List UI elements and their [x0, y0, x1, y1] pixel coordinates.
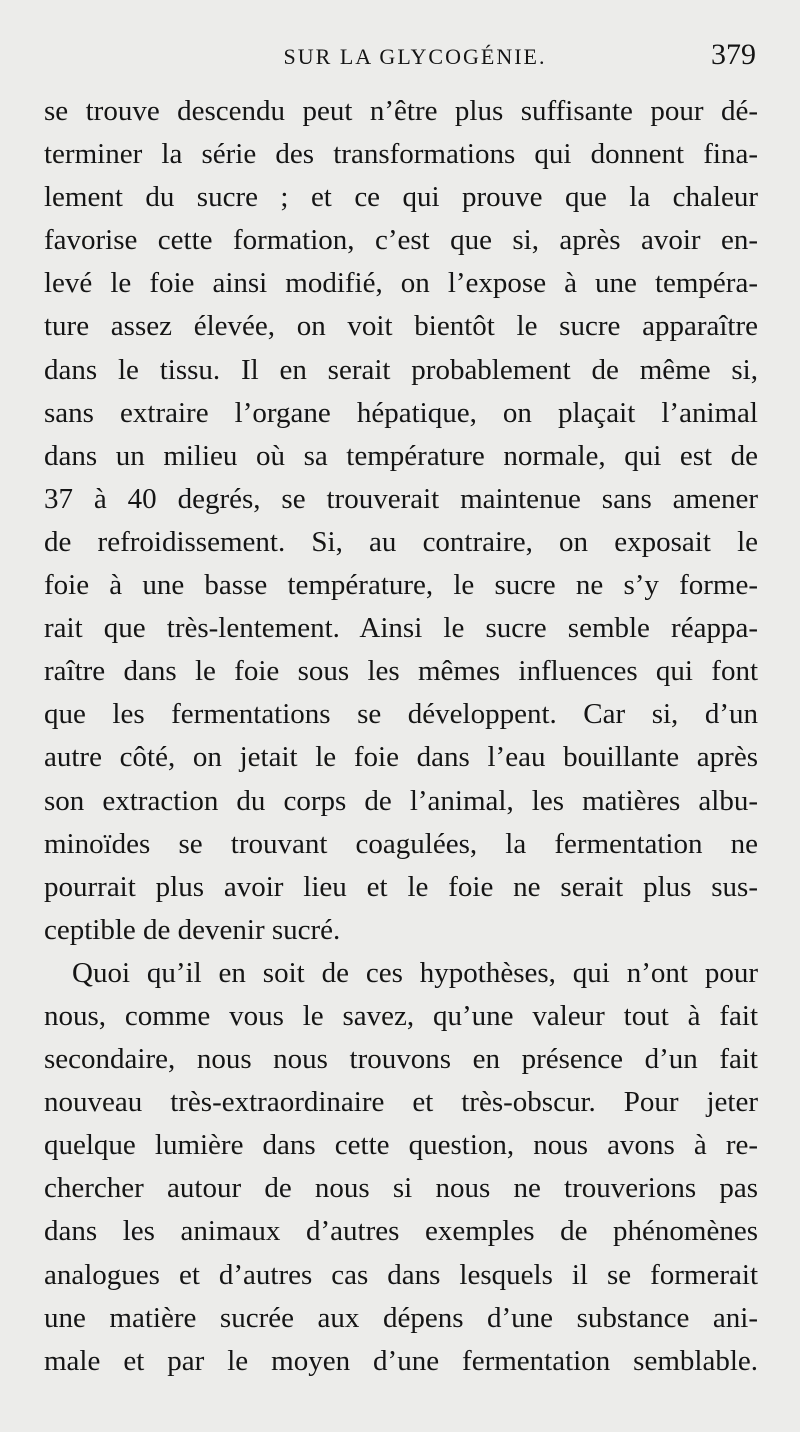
text-line: analogues et d’autres cas dans lesquels il se formerait — [44, 1258, 758, 1291]
text-line: rait que très-lentement. Ainsi le sucre semble réappa- — [44, 612, 758, 645]
text-line: levé le foie ainsi modifié, on l’expose à une tempéra- — [44, 267, 758, 300]
text-line: se trouve descendu peut n’être plus suffisante pour dé- — [44, 95, 758, 127]
text-line: secondaire, nous nous trouvons en présence d’un fait — [44, 1043, 758, 1076]
text-line: sans extraire l’organe hépatique, on plaçait l’animal — [44, 396, 758, 429]
page-number: 379 — [711, 38, 756, 71]
text-line: raître dans le foie sous les mêmes influences qui font — [44, 655, 758, 688]
running-title: SUR LA GLYCOGÉNIE. — [283, 44, 547, 69]
text-line: nouveau très-extraordinaire et très-obscur. Pour jeter — [44, 1086, 758, 1119]
text-line: pourrait plus avoir lieu et le foie ne serait plus sus- — [44, 870, 758, 903]
text-line: lement du sucre ; et ce qui prouve que la chaleur — [44, 181, 758, 214]
text-line: que les fermentations se développent. Car si, d’un — [44, 698, 758, 731]
page-header — [44, 38, 756, 78]
text-line: terminer la série des transformations qui donnent fina- — [44, 138, 758, 171]
text-line: une matière sucrée aux dépens d’une substance ani- — [44, 1301, 758, 1334]
text-line: autre côté, on jetait le foie dans l’eau bouillante après — [44, 741, 758, 774]
text-line: dans le tissu. Il en serait probablement de même si, — [44, 353, 758, 386]
text-line: minoïdes se trouvant coagulées, la fermentation ne — [44, 827, 758, 860]
text-line: foie à une basse température, le sucre ne s’y forme- — [44, 569, 758, 602]
text-line: dans les animaux d’autres exemples de phénomènes — [44, 1215, 758, 1248]
text-line: favorise cette formation, c’est que si, après avoir en- — [44, 224, 758, 257]
paragraph-end-line: ceptible de devenir sucré. — [44, 913, 341, 946]
text-line: son extraction du corps de l’animal, les matières albu- — [44, 784, 758, 817]
text-line: nous, comme vous le savez, qu’une valeur tout à fait — [44, 999, 758, 1032]
text-line: male et par le moyen d’une fermentation semblable. — [44, 1344, 758, 1377]
text-line: chercher autour de nous si nous ne trouverions pas — [44, 1172, 758, 1205]
text-line: dans un milieu où sa température normale, qui est de — [44, 439, 758, 472]
paragraph-start-line: Quoi qu’il en soit de ces hypothèses, qui n’ont pour — [72, 956, 758, 989]
text-line: de refroidissement. Si, au contraire, on exposait le — [44, 525, 758, 558]
text-line: 37 à 40 degrés, se trouverait maintenue sans amener — [44, 482, 758, 515]
text-line: quelque lumière dans cette question, nous avons à re- — [44, 1129, 758, 1162]
body-text — [44, 90, 758, 1383]
text-line: ture assez élevée, on voit bientôt le sucre apparaître — [44, 310, 758, 343]
